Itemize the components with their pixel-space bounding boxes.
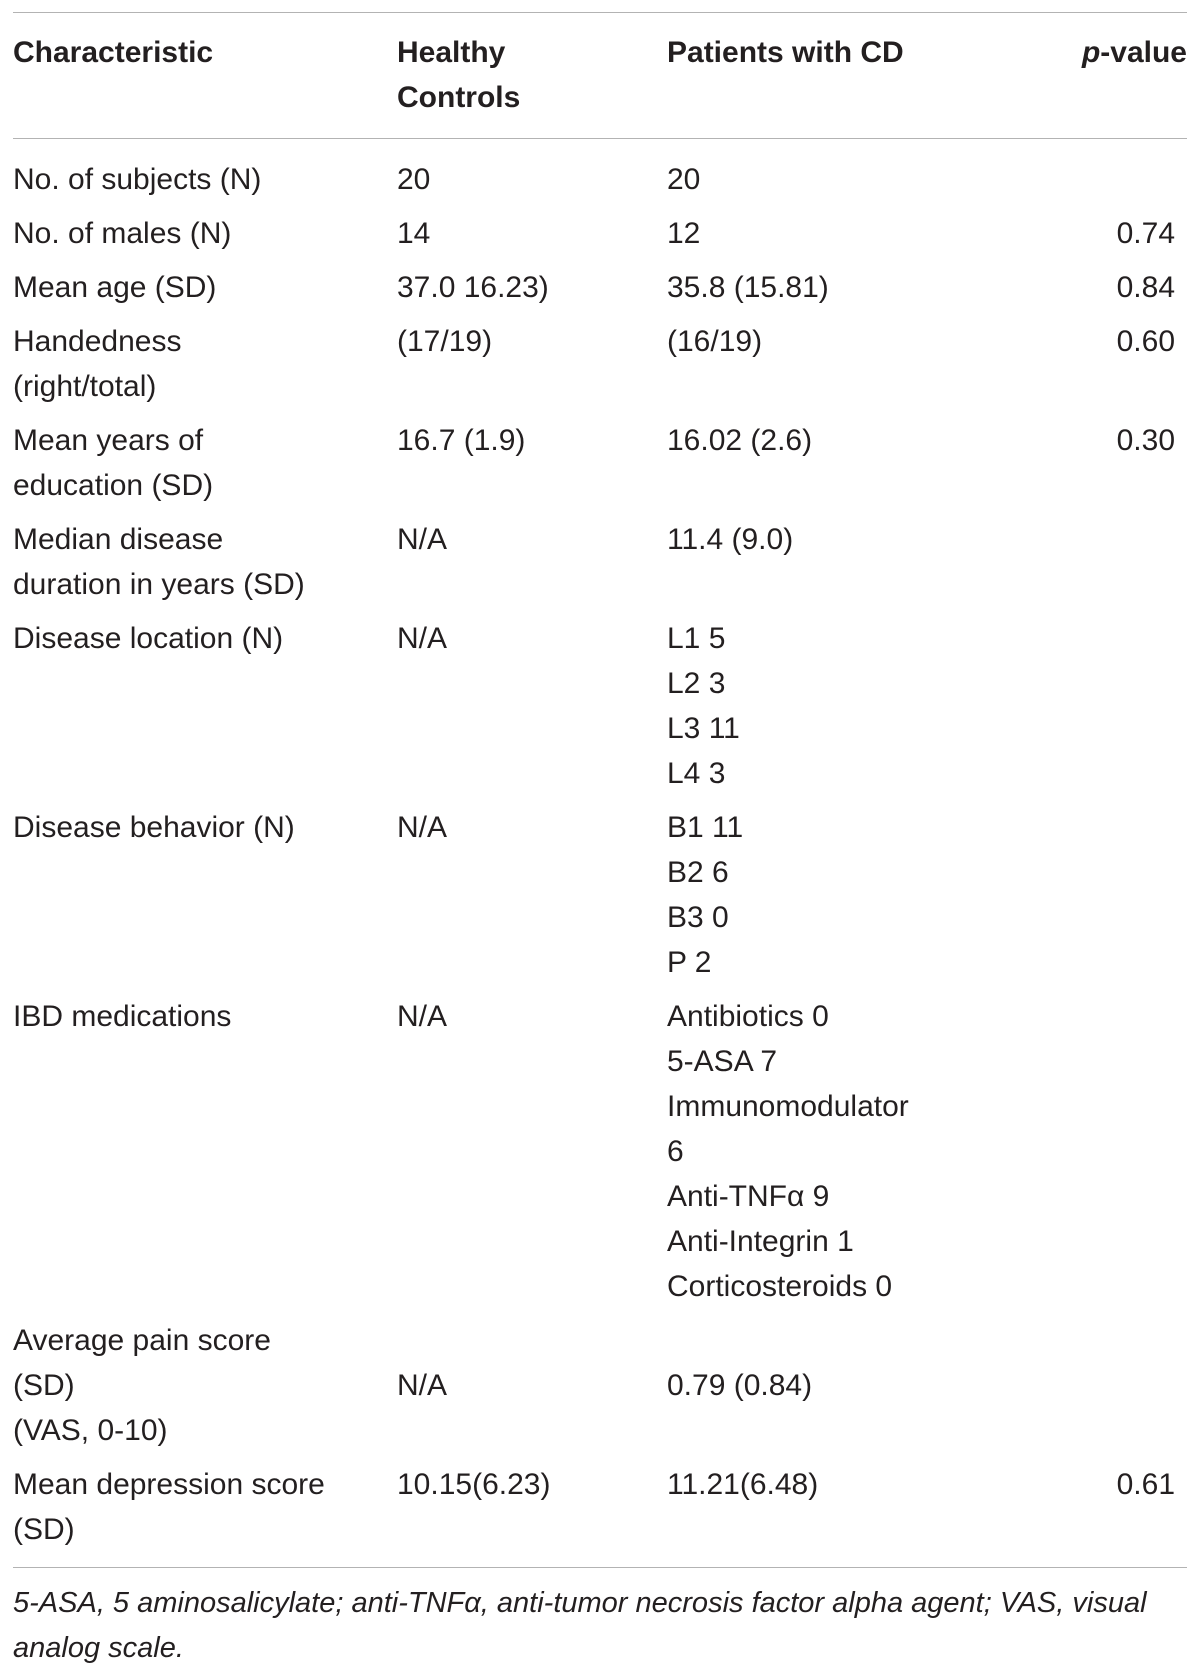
table-row (13, 508, 1187, 607)
cell-healthy-controls: 20 (397, 163, 431, 196)
cell-healthy-controls: N/A (397, 811, 448, 844)
header-p-value (1027, 30, 1187, 138)
cell-characteristic: Average pain score (SD) (VAS, 0-10) (13, 1324, 271, 1447)
top-rule (13, 12, 1187, 13)
cell-patients: L1 5 L2 3 L3 11 L4 3 (667, 622, 740, 790)
cell-characteristic: Median disease duration in years (SD) (13, 523, 305, 601)
cell-p-value (1027, 796, 1187, 985)
cell-p-value (1027, 1309, 1187, 1453)
cell-healthy-controls: N/A (397, 1000, 448, 1033)
bottom-rule (13, 1567, 1187, 1568)
cell-p-value: 0.60 (1116, 325, 1175, 358)
table-row (13, 202, 1187, 256)
table-row (13, 796, 1187, 985)
cell-p-value: 0.61 (1116, 1468, 1175, 1501)
cell-patients: B1 11 B2 6 B3 0 P 2 (667, 811, 744, 979)
cell-patients: Antibiotics 0 5-ASA 7 Immunomodulator 6 Anti-TNFα 9 Anti-Integrin 1 Corticosteroids 0 (667, 1000, 909, 1303)
header-row (13, 30, 1187, 138)
cell-healthy-controls: 14 (397, 217, 431, 250)
table-row (13, 1453, 1187, 1552)
cell-p-value: 0.30 (1116, 424, 1175, 457)
cell-characteristic: No. of subjects (N) (13, 163, 262, 196)
cell-healthy-controls: (17/19) (397, 325, 493, 358)
table-row (13, 409, 1187, 508)
cell-patients: 20 (667, 163, 701, 196)
cell-p-value (1027, 138, 1187, 202)
cell-patients: (16/19) (667, 325, 763, 358)
cell-characteristic: Disease behavior (N) (13, 811, 295, 844)
cell-patients: 11.21(6.48) (667, 1468, 819, 1501)
cell-patients: 16.02 (2.6) (667, 424, 813, 457)
characteristics-table (13, 30, 1187, 1552)
cell-healthy-controls: N/A (397, 523, 448, 556)
cell-healthy-controls: 16.7 (1.9) (397, 424, 526, 457)
cell-healthy-controls: 37.0 16.23) (397, 271, 549, 304)
cell-characteristic: IBD medications (13, 1000, 232, 1033)
cell-p-value (1027, 985, 1187, 1309)
table-row (13, 607, 1187, 796)
cell-characteristic: Mean depression score (SD) (13, 1468, 325, 1546)
cell-patients: 11.4 (9.0) (667, 523, 794, 556)
cell-p-value (1027, 508, 1187, 607)
cell-p-value: 0.84 (1116, 271, 1175, 304)
table-row (13, 985, 1187, 1309)
cell-characteristic: No. of males (N) (13, 217, 232, 250)
header-patients: Patients with CD (667, 36, 904, 69)
header-healthy-controls: Healthy Controls (397, 36, 521, 114)
cell-characteristic: Mean years of education (SD) (13, 424, 214, 502)
header-p-value-italic: p (1081, 36, 1101, 69)
table-row (13, 1309, 1187, 1453)
cell-healthy-controls: 10.15(6.23) (397, 1468, 551, 1501)
cell-characteristic: Handedness (right/total) (13, 325, 182, 403)
cell-p-value (1027, 607, 1187, 796)
table-row (13, 138, 1187, 202)
cell-healthy-controls: N/A (397, 1369, 448, 1402)
cell-p-value: 0.74 (1116, 217, 1175, 250)
cell-characteristic: Mean age (SD) (13, 271, 217, 304)
cell-patients: 35.8 (15.81) (667, 271, 829, 304)
table-row (13, 256, 1187, 310)
table-footnote: 5-ASA, 5 aminosalicylate; anti-TNFα, anti-tumor necrosis factor alpha agent; VAS, visual analog scale. (13, 1587, 1147, 1664)
header-p-value-rest: -value (1100, 36, 1187, 69)
table-row (13, 310, 1187, 409)
cell-patients: 12 (667, 217, 701, 250)
cell-healthy-controls: N/A (397, 622, 448, 655)
header-characteristic: Characteristic (13, 36, 214, 69)
cell-patients: 0.79 (0.84) (667, 1369, 813, 1402)
cell-characteristic: Disease location (N) (13, 622, 284, 655)
